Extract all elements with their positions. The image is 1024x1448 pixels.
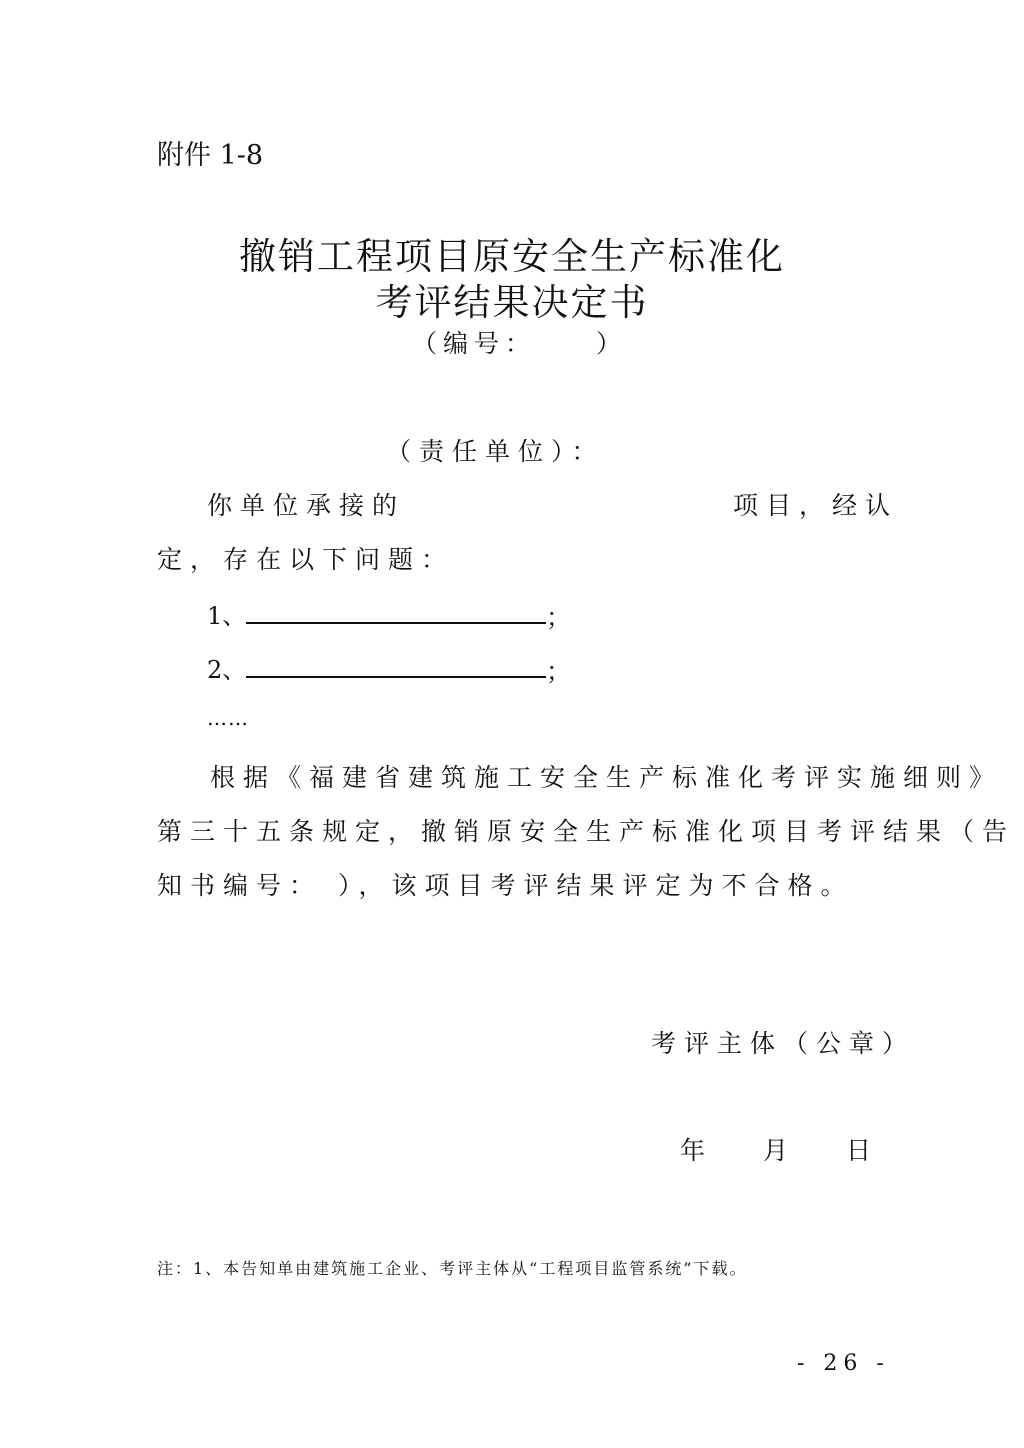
page-number: - 26 - [797, 1351, 890, 1376]
issue-item-end: ； [546, 657, 572, 686]
doc-number-label: （编号： [412, 329, 537, 358]
paragraph1-mid: 项目，经认 [733, 491, 899, 520]
issue-item-number: 1、 [207, 602, 247, 630]
issue-blank-line [246, 622, 546, 624]
doc-number-close: ） [596, 329, 622, 358]
paragraph1-end: 定，存在以下问题： [157, 545, 455, 574]
footnote: 注：1、本告知单由建筑施工企业、考评主体从“工程项目监管系统”下载。 [157, 1259, 748, 1278]
date-day: 日 [846, 1136, 880, 1165]
paragraph2-line3: 知书编号： ），该项目考评结果评定为不合格。 [157, 871, 854, 900]
seal-label: 考评主体（公章） [651, 1029, 916, 1058]
date-month: 月 [763, 1136, 797, 1165]
issue-blank-line [246, 676, 546, 678]
attachment-label: 附件 1-8 [157, 140, 264, 171]
responsible-unit-label: （责任单位）： [386, 437, 605, 466]
paragraph1-start: 你单位承接的 [207, 491, 406, 520]
document-title-line2: 考评结果决定书 [375, 281, 649, 324]
ellipsis: …… [207, 706, 249, 730]
paragraph2-line2: 第三十五条规定，撤销原安全生产标准化项目考评结果（告 [157, 817, 1016, 846]
issue-item-number: 2、 [207, 656, 247, 684]
document-title-line1: 撤销工程项目原安全生产标准化 [239, 235, 785, 278]
date-year: 年 [680, 1136, 714, 1165]
issue-item-end: ； [546, 603, 572, 632]
paragraph2-line1: 根据《福建省建筑施工安全生产标准化考评实施细则》 [210, 763, 1003, 792]
